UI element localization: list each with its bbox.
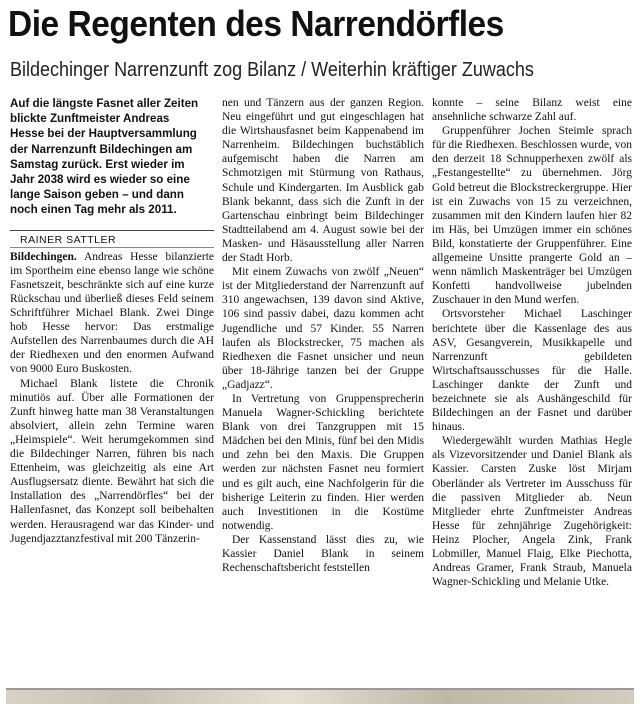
author-divider-bottom — [10, 247, 214, 248]
article-column-2 — [222, 96, 424, 575]
body-paragraph — [10, 250, 214, 377]
article-column-3 — [432, 96, 632, 589]
body-paragraph: konnte – seine Bilanz weist eine ansehnliche schwarze Zahl auf. — [432, 97, 632, 124]
author-divider-top — [10, 230, 214, 231]
body-paragraph: Ortsvorsteher Michael Laschinger berichtete über die Kassenlage des aus ASV, Gesangverein, Musikkapelle und Narrenzunft gebildeten Wirtschaftsausschusses für die Halle. Laschinger dankte der Zunft und bezeichnete sie als Aushängeschild für Bildechingen an der Fasnet und darüber hinaus. — [432, 308, 632, 434]
body-paragraph: Michael Blank listete die Chronik minutiös auf. Über alle Formationen der Zunft hinweg hatte man 38 Veranstaltungen absolviert, allein zehn Termine waren „Heimspiele“. Weit herumgekommen sind die Bildechinger Narren, führen bis nach Ettenheim, was gleichzeitig als eine Art Ausflugsersatz diente. Bewährt hat sich die Installation des „Narrendörfles“ bei der Hallenfasnet, das Konzept soll beibehalten werden. Herausragend war das Kinder- und Jugendjazztanzfestival mit 200 Tänzerin- — [10, 377, 214, 545]
article-teaser: Auf die längste Fasnet aller Zeiten blickte Zunftmeister Andreas Hesse bei der Hauptversammlung der Narrenzunft Bildechingen am Samstag zurück. Erst wieder im Jahr 2038 wird es wieder so eine lange Saison geben – und dann noch einen Tag mehr als 2011. — [10, 97, 199, 217]
subheadline: Bildechinger Narrenzunft zog Bilanz / Weiterhin kräftiger Zuwachs — [10, 59, 534, 81]
body-paragraph: nen und Tänzern aus der ganzen Region. Neu eingeführt und gut eingeschlagen hat die Wirtshausfasnet beim Kappenabend im Narrenheim. Bildechingen buchstäblich aufgemischt haben die Narren am Schmotzigen mit Stürmung von Rathaus, Schule und Kindergarten. Im Ausblick gab Blank bekannt, dass sich die Zunft in der Gartenschau einbringt beim Bildechinger Stadtteilabend am 4. August sowie bei der Masken- und Häsausstellung aller Narren der Stadt Horb. — [222, 97, 424, 265]
headline: Die Regenten des Narrendörfles — [8, 3, 504, 44]
body-paragraph: Gruppenführer Jochen Steimle sprach für die Riedhexen. Beschlossen wurde, von den derzeit 18 Schnupperhexen zwölf als „Festangestellte“ zu übernehmen. Jörg Gold betreut die Blockstreckergruppe. Hier ist ein Zuwachs von 15 zu verzeichnen, zusammen mit den Kindern laufen hier 82 im Häs, bei Umzügen immer ein schönes Bild, konstatierte der Gruppenführer. Eine allgemeine Unsitte prangerte Gold an – wenn nämlich Maskenträger bei Umzügen Konfetti handvollweise jubelnden Zuschauer in den Mund werfen. — [432, 125, 632, 307]
body-paragraph: Mit einem Zuwachs von zwölf „Neuen“ ist der Mitgliederstand der Narrenzunft auf 310 angewachsen, 139 davon sind Aktive, 106 sind passiv dabei, dazu kommen acht Jugendliche und 57 Kinder. 55 Narren laufen als Blockstrecker, 75 machen als Riedhexen die Fasnet unsicher und neun über 18-Jährige tanzen bei der Gruppe „Gadjazz“. — [222, 266, 424, 391]
article-column-1 — [10, 96, 214, 546]
body-text: Andreas Hesse bilanzierte im Sportheim eine ebenso lange wie schöne Fasnetszeit, beschränkte sich auf eine kurze Rückschau und überließ dieses Feld seinem Schriftführer Michael Blank. Zwei Dinge hob Hesse hervor: Das erstmalige Aufstellen des Narrenbaumes durch die AH der Riedhexen und den enormen Aufwand von 9000 Euro Buskosten. — [10, 250, 214, 376]
body-paragraph: Wiedergewählt wurden Mathias Hegle als Vizevorsitzender und Daniel Blank als Kassier. Carsten Zuske löst Mirjam Oberländer als Vertreter im Ausschuss für die passiven Mitglieder ab. Neun Mitglieder ehrte Zunftmeister Andreas Hesse für zehnjährige Zugehörigkeit: Heinz Plocher, Angela Zink, Frank Lobmiller, Manuel Flaig, Elke Piechotta, Andreas Gramer, Frank Straub, Manuela Wagner-Schickling und Melanie Utke. — [432, 435, 632, 589]
dateline: Bildechingen. — [10, 250, 77, 263]
body-paragraph: Der Kassenstand lässt dies zu, wie Kassier Daniel Blank in seinem Rechenschaftsbericht feststellen — [222, 533, 424, 575]
body-paragraph: In Vertretung von Gruppensprecherin Manuela Wagner-Schickling berichtete Blank von drei Tanzgruppen mit 15 Mädchen bei den Minis, fünf bei den Midis und zehn bei den Maxis. Die Gruppen werden zur nächsten Fasnet neu formiert und es gilt auch, eine Nachfolgerin für die bisherige Leiterin zu finden. Hier werden auch Investitionen in die Kostüme notwendig. — [222, 392, 424, 532]
author-byline: RAINER SATTLER — [20, 233, 117, 246]
